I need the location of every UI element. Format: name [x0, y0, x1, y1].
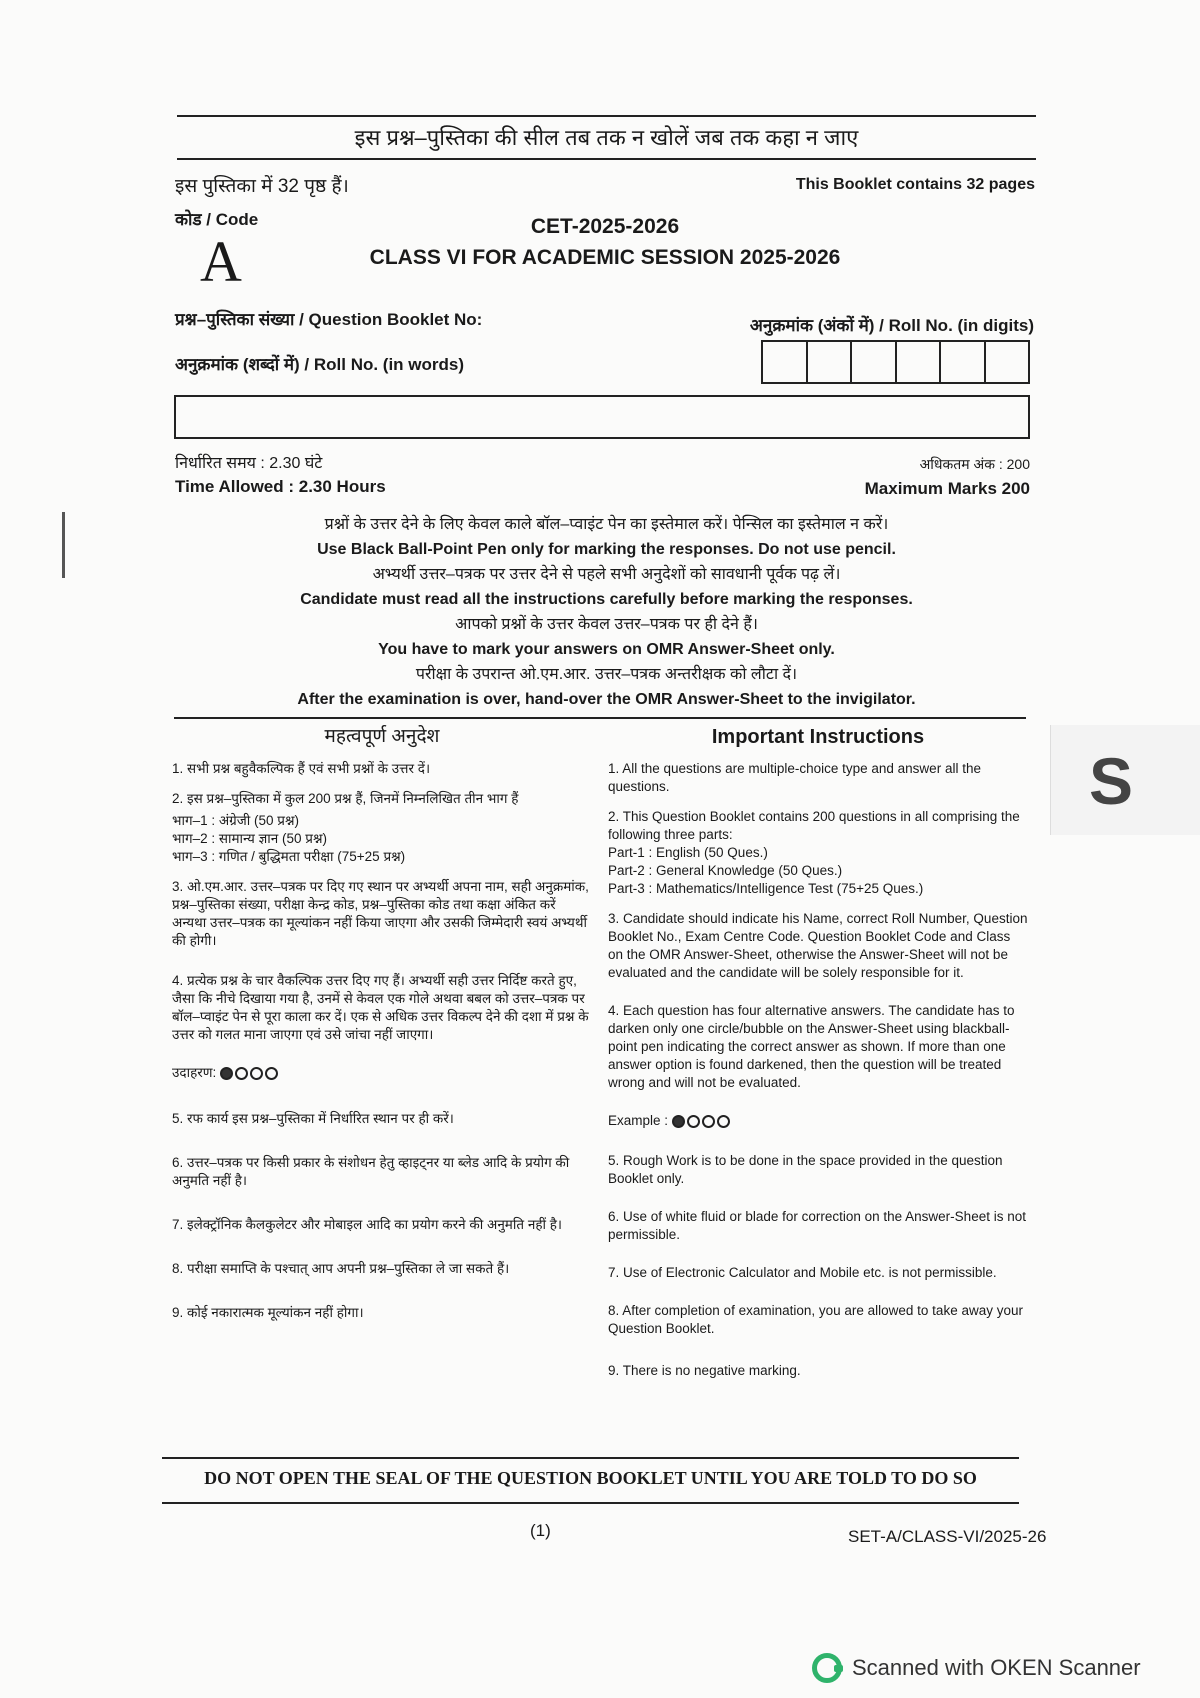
- instruction-item: 7. इलेक्ट्रॉनिक कैलकुलेटर और मोबाइल आदि का प्रयोग करने की अनुमति नहीं है।: [172, 1217, 563, 1233]
- exam-title: CET-2025-2026: [530, 215, 680, 238]
- instruction-item: 7. Use of Electronic Calculator and Mobile etc. is not permissible.: [608, 1265, 997, 1281]
- roll-no-words-label: अनुक्रमांक (शब्दों में) / Roll No. (in words): [175, 355, 465, 374]
- instruction-item: 9. There is no negative marking.: [608, 1363, 801, 1379]
- instruction-item: 4. Each question has four alternative answers. The candidate has to darken only one circle/bubble on the Answer-Sheet using blackball-point pen indicating the correct answer as shown. If more than one answer option is found darkened, then the question will be treated wrong and will not be evaluated.: [608, 1003, 1015, 1090]
- divider: [162, 1457, 1019, 1459]
- code-value: A: [200, 229, 242, 294]
- instruction-line: प्रश्नों के उत्तर देने के लिए केवल काले बॉल–प्वाइंट पेन का इस्तेमाल करें। पेन्सिल का इस्तेमाल न करें।: [324, 516, 889, 533]
- roll-no-digits-label: अनुक्रमांक (अंकों में) / Roll No. (in digits): [749, 316, 1034, 335]
- instruction-item: 4. प्रत्येक प्रश्न के चार वैकल्पिक उत्तर दिए गए हैं। अभ्यर्थी सही उत्तर निर्दिष्ट करते हुए, जैसा कि नीचे दिखाया गया है, उनमें से केवल एक गोले अथवा बबल को उत्तर–पत्रक पर बॉल–प्वाइंट पेन से पूरा काला कर दें। एक से अधिक उत्तर विकल्प देने की दशा में प्रश्न के उत्तर को गलत माना जाएगा एवं उसे जांचा नहीं जाएगा।: [172, 973, 589, 1042]
- part-item: भाग–2 : सामान्य ज्ञान (50 प्रश्न): [172, 831, 327, 846]
- instruction-item: 8. After completion of examination, you are allowed to take away your Question Booklet.: [608, 1303, 1023, 1337]
- question-booklet-no-label: प्रश्न–पुस्तिका संख्या / Question Booklet No:: [175, 310, 483, 329]
- instruction-item: 3. ओ.एम.आर. उत्तर–पत्रक पर दिए गए स्थान पर अभ्यर्थी अपना नाम, सही अनुक्रमांक, प्रश्न–पुस्तिका संख्या, परीक्षा केन्द्र कोड, प्रश्न–पुस्तिका कोड तथा कक्षा अंकित करें अन्यथा उत्तर–पत्रक का मूल्यांकन नहीं किया जाएगा और उसकी जिम्मेदारी स्वयं अभ्यर्थी की होगी।: [172, 879, 589, 948]
- part-item: Part-3 : Mathematics/Intelligence Test (75+25 Ques.): [608, 881, 924, 896]
- part-item: Part-2 : General Knowledge (50 Ques.): [608, 863, 843, 878]
- seal-warning-hindi: इस प्रश्न–पुस्तिका की सील तब तक न खोलें जब तक कहा न जाए: [354, 125, 859, 150]
- instruction-line: After the examination is over, hand-over the OMR Answer-Sheet to the invigilator.: [297, 691, 916, 708]
- divider: [177, 115, 1036, 117]
- page-number: (1): [530, 1521, 551, 1540]
- pages-english: This Booklet contains 32 pages: [795, 176, 1035, 193]
- time-hindi: निर्धारित समय : 2.30 घंटे: [175, 455, 323, 472]
- divider: [162, 1502, 1019, 1504]
- example-label: उदाहरण:: [172, 1065, 217, 1080]
- instruction-item: 1. सभी प्रश्न बहुवैकल्पिक हैं एवं सभी प्रश्नों के उत्तर दें।: [172, 761, 431, 776]
- pages-hindi: इस पुस्तिका में 32 पृष्ठ हैं।: [175, 176, 349, 197]
- general-instructions: [177, 512, 1036, 712]
- hindi-instructions: [172, 728, 592, 1334]
- side-fragment: S: [1089, 744, 1134, 818]
- instruction-item: 5. Rough Work is to be done in the space provided in the question Booklet only.: [608, 1153, 1003, 1187]
- instruction-item: 1. All the questions are multiple-choice type and answer all the questions.: [608, 761, 981, 794]
- code-label: कोड / Code: [175, 210, 259, 229]
- part-item: Part-1 : English (50 Ques.): [608, 845, 768, 860]
- instruction-line: You have to mark your answers on OMR Answer-Sheet only.: [378, 641, 835, 658]
- instruction-line: परीक्षा के उपरान्त ओ.एम.आर. उत्तर–पत्रक अन्तरीक्षक को लौटा दें।: [415, 666, 798, 683]
- exam-subtitle: CLASS VI FOR ACADEMIC SESSION 2025-2026: [369, 246, 841, 269]
- divider: [174, 717, 1026, 719]
- roll-no-digits-boxes[interactable]: [761, 340, 1030, 384]
- instruction-item: 6. उत्तर–पत्रक पर किसी प्रकार के संशोधन हेतु व्हाइट्नर या ब्लेड आदि के प्रयोग की अनुमति नहीं है।: [172, 1155, 570, 1189]
- instruction-line: Candidate must read all the instructions carefully before marking the responses.: [300, 591, 913, 608]
- english-heading: Important Instructions: [711, 726, 925, 748]
- side-card: [1050, 725, 1200, 835]
- part-item: भाग–3 : गणित / बुद्धिमता परीक्षा (75+25 प्रश्न): [172, 849, 406, 864]
- instruction-item: 3. Candidate should indicate his Name, correct Roll Number, Question Booklet No., Exam Centre Code. Question Booklet Code and Class on the OMR Answer-Sheet, otherwise the Answer-Sheet will not be evaluated and the candidate will be solely responsible for it.: [608, 911, 1028, 980]
- marks-english: Maximum Marks 200: [864, 479, 1030, 498]
- roll-no-words-box[interactable]: [174, 395, 1030, 439]
- hindi-heading: महत्वपूर्ण अनुदेश: [324, 726, 440, 747]
- part-item: भाग–1 : अंग्रेजी (50 प्रश्न): [172, 813, 300, 828]
- instruction-line: आपको प्रश्नों के उत्तर केवल उत्तर–पत्रक पर ही देने हैं।: [455, 616, 758, 633]
- english-instructions: [608, 728, 1028, 1392]
- divider: [177, 158, 1036, 160]
- oken-scanner-logo-icon: [812, 1653, 842, 1683]
- seal-warning-english: DO NOT OPEN THE SEAL OF THE QUESTION BOOKLET UNTIL YOU ARE TOLD TO DO SO: [204, 1468, 977, 1488]
- instruction-item: 2. इस प्रश्न–पुस्तिका में कुल 200 प्रश्न हैं, जिनमें निम्नलिखित तीन भाग हैं: [172, 791, 519, 806]
- instruction-line: अभ्यर्थी उत्तर–पत्रक पर उत्तर देने से पहले सभी अनुदेशों को सावधानी पूर्वक पढ़ लें।: [372, 566, 841, 583]
- example-label: Example :: [608, 1113, 669, 1128]
- example-bubbles: [220, 1064, 280, 1082]
- instruction-line: Use Black Ball-Point Pen only for marking the responses. Do not use pencil.: [317, 541, 896, 558]
- instruction-item: 9. कोई नकारात्मक मूल्यांकन नहीं होगा।: [172, 1305, 364, 1321]
- example-bubbles: [672, 1112, 732, 1130]
- scan-artifact: [62, 512, 65, 578]
- scanner-watermark-text: Scanned with OKEN Scanner: [852, 1655, 1141, 1680]
- set-code: SET-A/CLASS-VI/2025-26: [848, 1527, 1047, 1546]
- time-english: Time Allowed : 2.30 Hours: [175, 477, 386, 496]
- instruction-item: 6. Use of white fluid or blade for correction on the Answer-Sheet is not permissible.: [608, 1209, 1026, 1243]
- marks-hindi: अधिकतम अंक : 200: [919, 456, 1030, 472]
- instruction-item: 8. परीक्षा समाप्ति के पश्चात् आप अपनी प्रश्न–पुस्तिका ले जा सकते हैं।: [172, 1261, 510, 1277]
- instruction-item: 5. रफ कार्य इस प्रश्न–पुस्तिका में निर्धारित स्थान पर ही करें।: [172, 1111, 454, 1127]
- instruction-item: 2. This Question Booklet contains 200 questions in all comprising the following three parts:: [608, 809, 1020, 842]
- scanner-watermark: [812, 1653, 1141, 1683]
